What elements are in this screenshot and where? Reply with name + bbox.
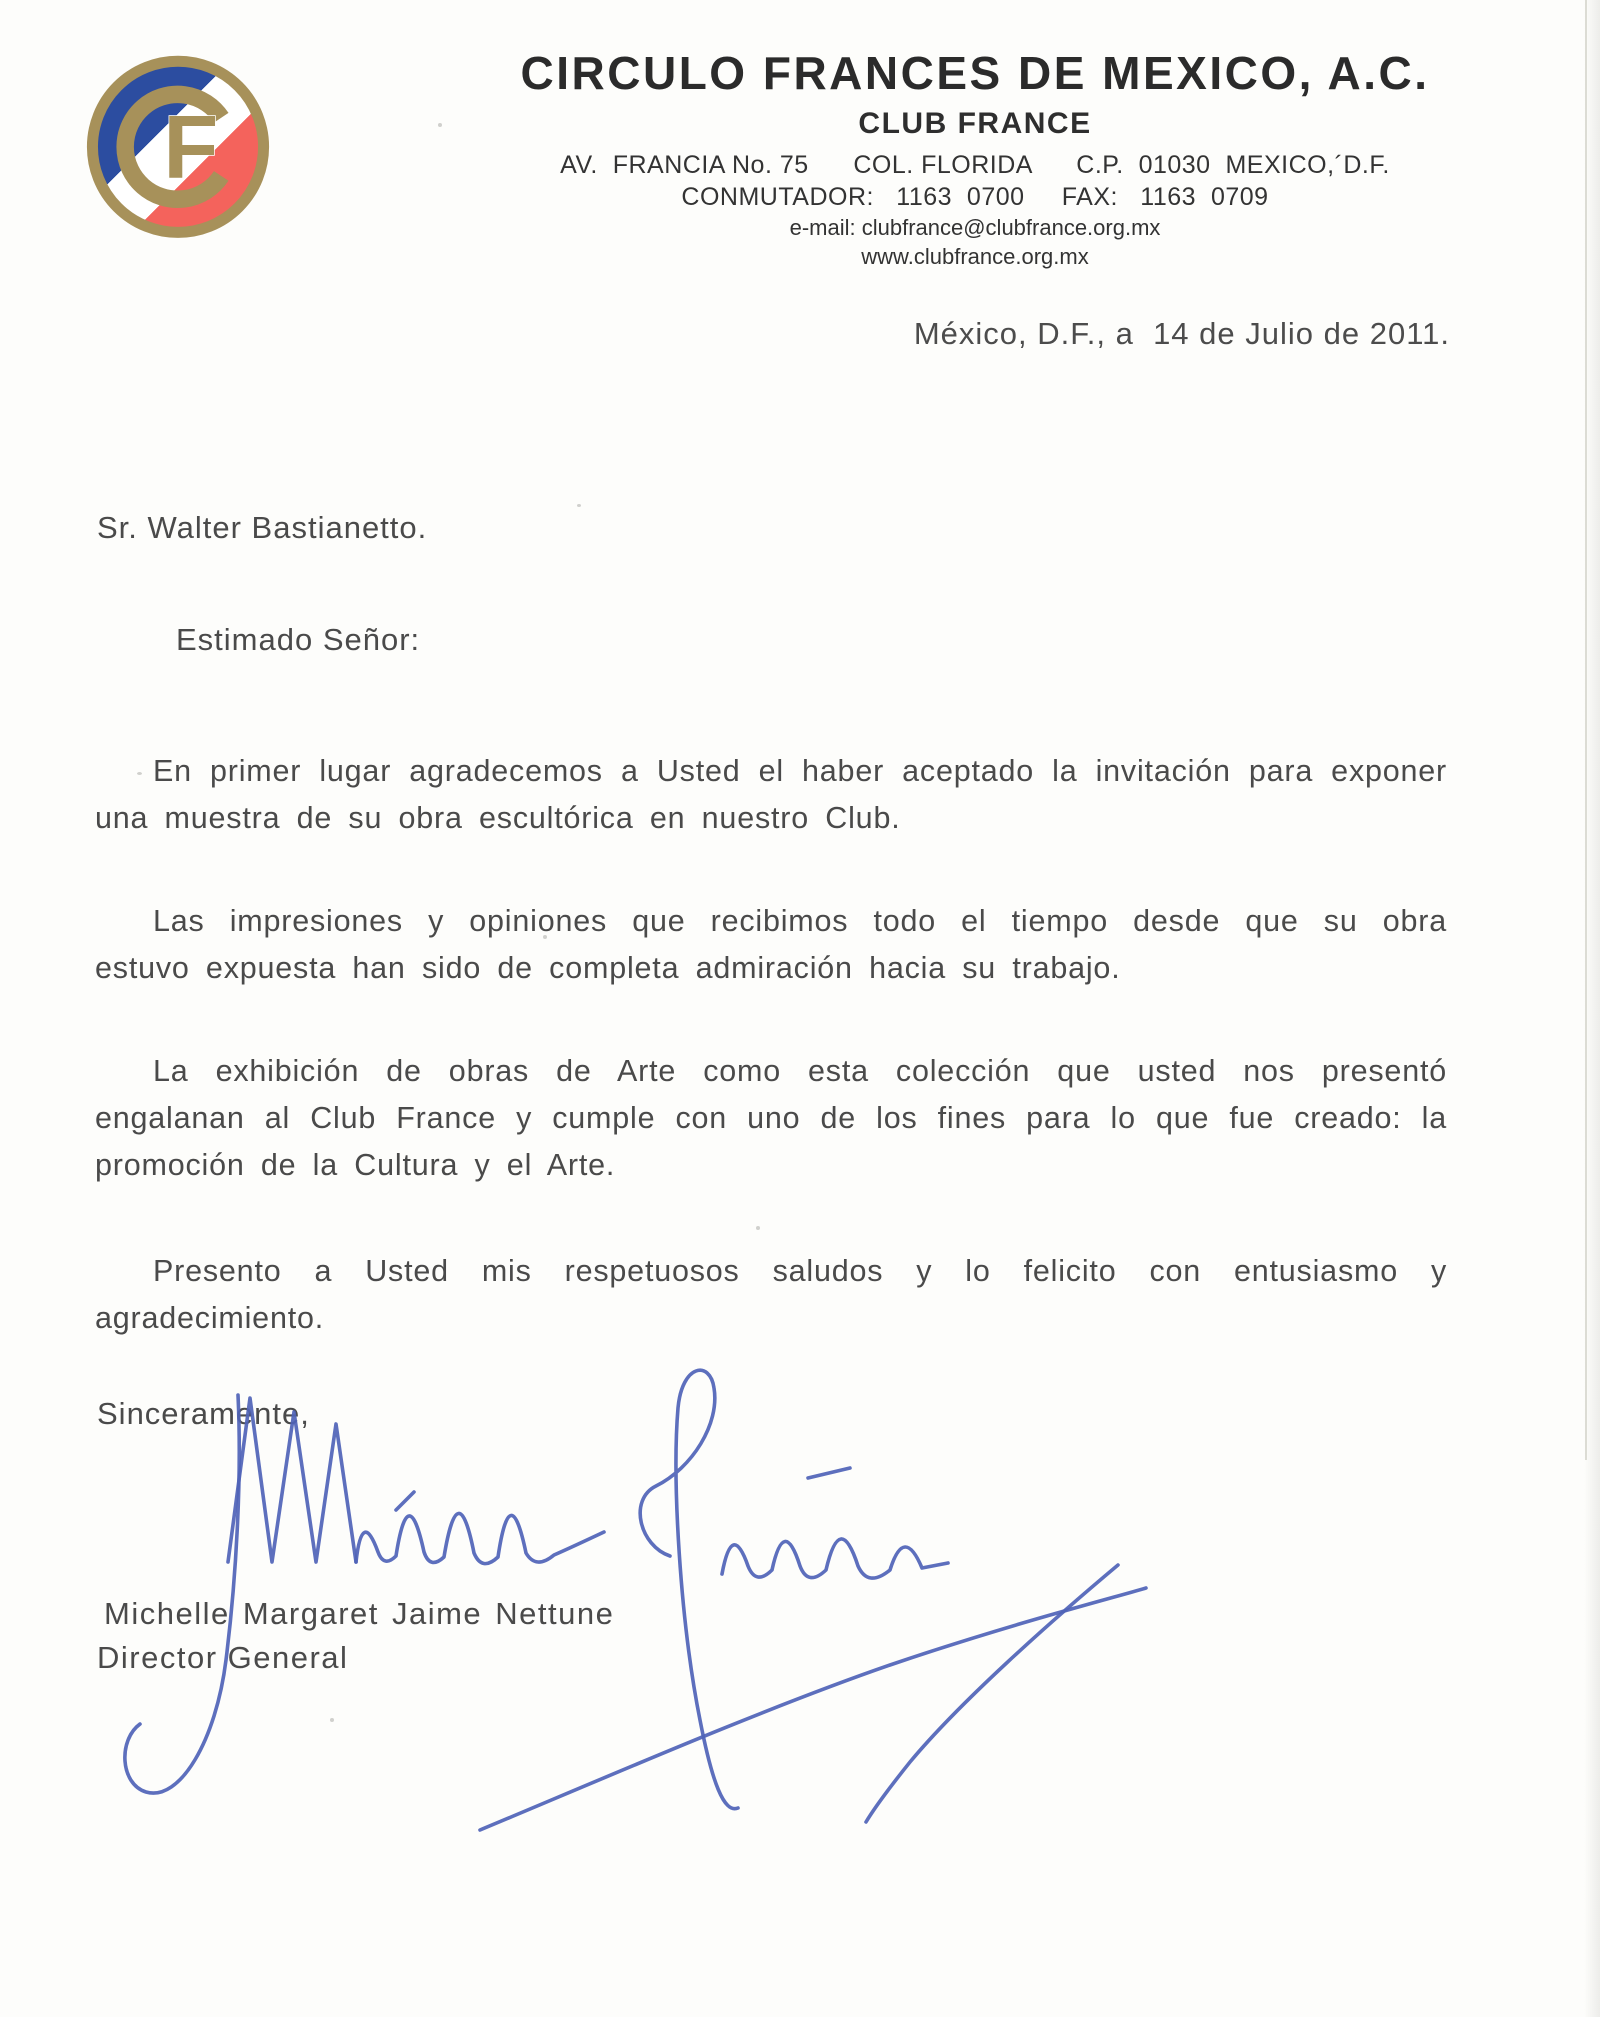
scan-speck: [330, 1718, 334, 1722]
paragraph-2: Las impresiones y opiniones que recibimos todo el tiempo desde que su obra estuvo expuesta han sido de completa admiración hacia su trabajo.: [95, 904, 1447, 985]
scan-speck: [543, 935, 547, 939]
letterhead-text: [390, 46, 1560, 270]
club-france-logo-icon: [86, 50, 270, 240]
org-name: CIRCULO FRANCES DE MEXICO, A.C.: [520, 47, 1430, 99]
club-name: CLUB FRANCE: [858, 107, 1092, 140]
paragraph-4: Presento a Usted mis respetuosos saludos y lo felicito con entusiasmo y agradecimiento.: [95, 1254, 1447, 1335]
dateline: México, D.F., a 14 de Julio de 2011.: [913, 316, 1450, 351]
phone-line: CONMUTADOR: 1163 0700 FAX: 1163 0709: [681, 183, 1269, 211]
signer-name: Michelle Margaret Jaime Nettune: [104, 1596, 615, 1631]
website-line: www.clubfrance.org.mx: [861, 244, 1089, 269]
signer-title: Director General: [97, 1640, 349, 1675]
recipient: Sr. Walter Bastianetto.: [97, 510, 428, 545]
salutation: Estimado Señor:: [176, 622, 421, 657]
scan-speck: [756, 1226, 760, 1230]
scan-speck: [577, 504, 581, 507]
scan-speck: [438, 123, 442, 127]
closing: Sinceramente,: [97, 1396, 310, 1431]
email-line: e-mail: clubfrance@clubfrance.org.mx: [789, 215, 1161, 240]
address-line: AV. FRANCIA No. 75 COL. FLORIDA C.P. 01030 MEXICO,´D.F.: [560, 151, 1390, 179]
logo-letter-f: F: [163, 97, 219, 199]
paragraph-3: La exhibición de obras de Arte como esta colección que usted nos presentó engalanan al Club France y cumple con uno de los fines para lo que fue creado: la promoción de la Cultura y el Arte.: [95, 1054, 1447, 1182]
paragraph-1: En primer lugar agradecemos a Usted el haber aceptado la invitación para exponer una muestra de su obra escultórica en nuestro Club.: [95, 754, 1447, 835]
scan-edge-line: [1585, 0, 1587, 1460]
scan-speck: [137, 772, 142, 775]
